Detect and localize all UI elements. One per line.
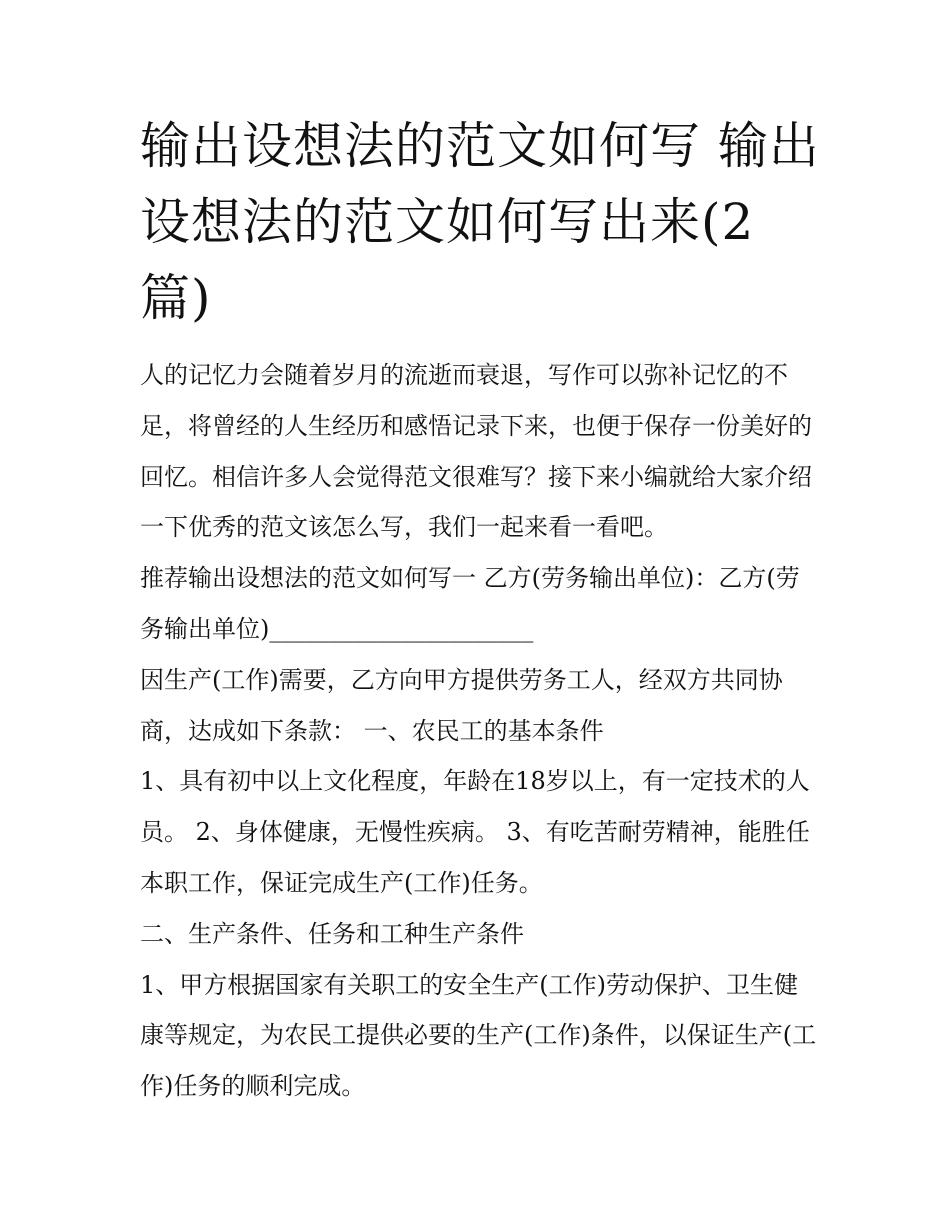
paragraph-production-clause: 1、甲方根据国家有关职工的安全生产(工作)劳动保护、卫生健康等规定，为农民工提供必要的生产(工作)条件，以保证生产(工作)任务的顺利完成。 bbox=[140, 970, 817, 1101]
document-title: 输出设想法的范文如何写 输出设想法的范文如何写出来(2篇) bbox=[140, 117, 820, 327]
paragraph-parties: 推荐输出设想法的范文如何写一 乙方(劳务输出单位)：乙方(劳务输出单位)______________________ bbox=[140, 564, 800, 643]
paragraph-intro: 人的记忆力会随着岁月的流逝而衰退，写作可以弥补记忆的不足，将曾经的人生经历和感悟记录下来，也便于保存一份美好的回忆。相信许多人会觉得范文很难写？接下来小编就给大家介绍一下优秀的范文该怎么写，我们一起来看一看吧。 bbox=[140, 361, 812, 542]
document-body bbox=[140, 108, 820, 1112]
section-heading-production: 二、生产条件、任务和工种生产条件 bbox=[140, 919, 524, 948]
paragraph-agreement: 因生产(工作)需要，乙方向甲方提供劳务工人，经双方共同协商，达成如下条款： 一、农民工的基本条件 bbox=[140, 665, 783, 745]
paragraph-conditions: 1、具有初中以上文化程度，年龄在18岁以上，有一定技术的人员。 2、身体健康，无慢性疾病。 3、有吃苦耐劳精神，能胜任本职工作，保证完成生产(工作)任务。 bbox=[140, 767, 810, 897]
